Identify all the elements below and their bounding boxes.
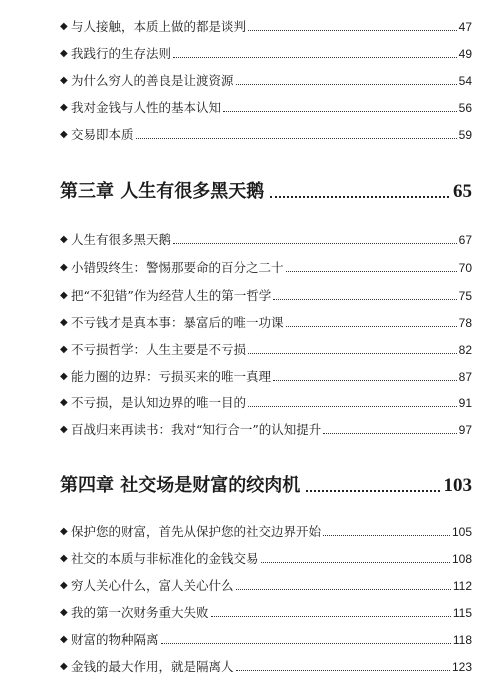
- chapter-page: 103: [443, 475, 472, 496]
- toc-entry-page: 82: [458, 343, 472, 357]
- diamond-bullet-icon: ◆: [60, 317, 68, 328]
- dot-leader: [261, 561, 450, 563]
- toc-entry[interactable]: [60, 628, 472, 648]
- diamond-bullet-icon: ◆: [60, 234, 68, 245]
- toc-entry-page: 115: [452, 606, 472, 620]
- dot-leader: [323, 432, 456, 434]
- toc-entry-title: 把“不犯错”作为经营人生的第一哲学: [71, 288, 272, 303]
- toc-entry-title: 我的第一次财务重大失败: [71, 605, 209, 620]
- toc-entry-page: 87: [458, 370, 472, 384]
- diamond-bullet-icon: ◆: [60, 371, 68, 382]
- diamond-bullet-icon: ◆: [60, 75, 68, 86]
- toc-entry[interactable]: [60, 256, 472, 276]
- diamond-bullet-icon: ◆: [60, 102, 68, 113]
- toc-entry[interactable]: [60, 338, 472, 358]
- diamond-bullet-icon: ◆: [60, 634, 68, 645]
- dot-leader: [286, 325, 457, 327]
- toc-entry-page: 97: [458, 423, 472, 437]
- toc-entry[interactable]: [60, 520, 472, 540]
- chapter-heading[interactable]: [60, 470, 472, 498]
- toc-entry-page: 49: [458, 47, 472, 61]
- toc-entry-title: 人生有很多黑天鹅: [71, 232, 172, 247]
- dot-leader: [248, 352, 457, 354]
- diamond-bullet-icon: ◆: [60, 262, 68, 273]
- dot-leader: [236, 588, 451, 590]
- toc-entry-page: 118: [452, 633, 472, 647]
- toc-entry-title: 不亏损哲学：人生主要是不亏损: [71, 342, 247, 357]
- chapter-page: 65: [453, 181, 472, 202]
- dot-leader: [323, 534, 450, 536]
- chapter-heading[interactable]: [60, 176, 472, 204]
- toc-entry[interactable]: [60, 365, 472, 385]
- diamond-bullet-icon: ◆: [60, 607, 68, 618]
- toc-entry-page: 78: [458, 316, 472, 330]
- diamond-bullet-icon: ◆: [60, 397, 68, 408]
- chapter-title: 第三章 人生有很多黑天鹅: [60, 181, 265, 202]
- toc-entry[interactable]: [60, 655, 472, 675]
- diamond-bullet-icon: ◆: [60, 424, 68, 435]
- toc-entry-title: 与人接触，本质上做的都是谈判: [71, 19, 247, 34]
- toc-entry-title: 穷人关心什么，富人关心什么: [71, 578, 234, 593]
- toc-entry-page: 112: [452, 579, 472, 593]
- dot-leader: [273, 298, 456, 300]
- dot-leader: [270, 195, 449, 198]
- toc-entry-title: 保护您的财富，首先从保护您的社交边界开始: [71, 524, 322, 539]
- toc-entry[interactable]: [60, 574, 472, 594]
- toc-entry-page: 108: [451, 552, 472, 566]
- dot-leader: [173, 242, 457, 244]
- toc-entry[interactable]: [60, 311, 472, 331]
- toc-entry-title: 不亏钱才是真本事：暴富后的唯一功课: [71, 315, 284, 330]
- toc-entry[interactable]: [60, 69, 472, 89]
- toc-entry[interactable]: [60, 228, 472, 248]
- toc-entry-page: 91: [458, 396, 472, 410]
- diamond-bullet-icon: ◆: [60, 129, 68, 140]
- diamond-bullet-icon: ◆: [60, 580, 68, 591]
- toc-entry[interactable]: [60, 15, 472, 35]
- toc-entry[interactable]: [60, 391, 472, 411]
- toc-entry[interactable]: [60, 96, 472, 116]
- dot-leader: [136, 137, 457, 139]
- dot-leader: [248, 405, 457, 407]
- toc-entry-title: 交易即本质: [71, 127, 134, 142]
- toc-entry-title: 小错毁终生：警惕那要命的百分之二十: [71, 260, 284, 275]
- diamond-bullet-icon: ◆: [60, 661, 68, 672]
- dot-leader: [236, 83, 457, 85]
- dot-leader: [211, 615, 451, 617]
- toc-entry-title: 能力圈的边界：亏损买来的唯一真理: [71, 369, 272, 384]
- diamond-bullet-icon: ◆: [60, 290, 68, 301]
- toc-entry[interactable]: [60, 547, 472, 567]
- toc-entry-page: 123: [451, 660, 472, 674]
- toc-entry-title: 我对金钱与人性的基本认知: [71, 100, 222, 115]
- toc-entry-page: 47: [458, 20, 472, 34]
- toc-entry-title: 为什么穷人的善良是让渡资源: [71, 73, 234, 88]
- toc-entry-title: 我践行的生存法则: [71, 46, 172, 61]
- diamond-bullet-icon: ◆: [60, 553, 68, 564]
- dot-leader: [223, 110, 457, 112]
- toc-entry-page: 54: [458, 74, 472, 88]
- toc-entry[interactable]: [60, 418, 472, 438]
- toc-entry-title: 不亏损，是认知边界的唯一目的: [71, 395, 247, 410]
- toc-entry-title: 金钱的最大作用，就是隔离人: [71, 659, 234, 674]
- toc-entry[interactable]: [60, 123, 472, 143]
- toc-entry-title: 社交的本质与非标准化的金钱交易: [71, 551, 259, 566]
- dot-leader: [173, 56, 457, 58]
- toc-entry-title: 财富的物种隔离: [71, 632, 159, 647]
- diamond-bullet-icon: ◆: [60, 48, 68, 59]
- toc-entry-page: 56: [458, 101, 472, 115]
- diamond-bullet-icon: ◆: [60, 344, 68, 355]
- dot-leader: [161, 642, 451, 644]
- toc-entry-page: 105: [451, 525, 472, 539]
- dot-leader: [306, 489, 439, 492]
- toc-entry-title: 百战归来再读书：我对“知行合一”的认知提升: [71, 422, 322, 437]
- dot-leader: [273, 379, 457, 381]
- toc-entry-page: 75: [458, 289, 472, 303]
- toc-entry[interactable]: [60, 601, 472, 621]
- chapter-title: 第四章 社交场是财富的绞肉机: [60, 475, 301, 496]
- dot-leader: [248, 29, 457, 31]
- toc-entry[interactable]: [60, 284, 472, 304]
- toc-entry-page: 67: [458, 233, 472, 247]
- toc-entry-page: 70: [458, 261, 472, 275]
- diamond-bullet-icon: ◆: [60, 526, 68, 537]
- dot-leader: [236, 669, 450, 671]
- toc-entry-page: 59: [458, 128, 472, 142]
- dot-leader: [286, 270, 457, 272]
- diamond-bullet-icon: ◆: [60, 21, 68, 32]
- toc-entry[interactable]: [60, 42, 472, 62]
